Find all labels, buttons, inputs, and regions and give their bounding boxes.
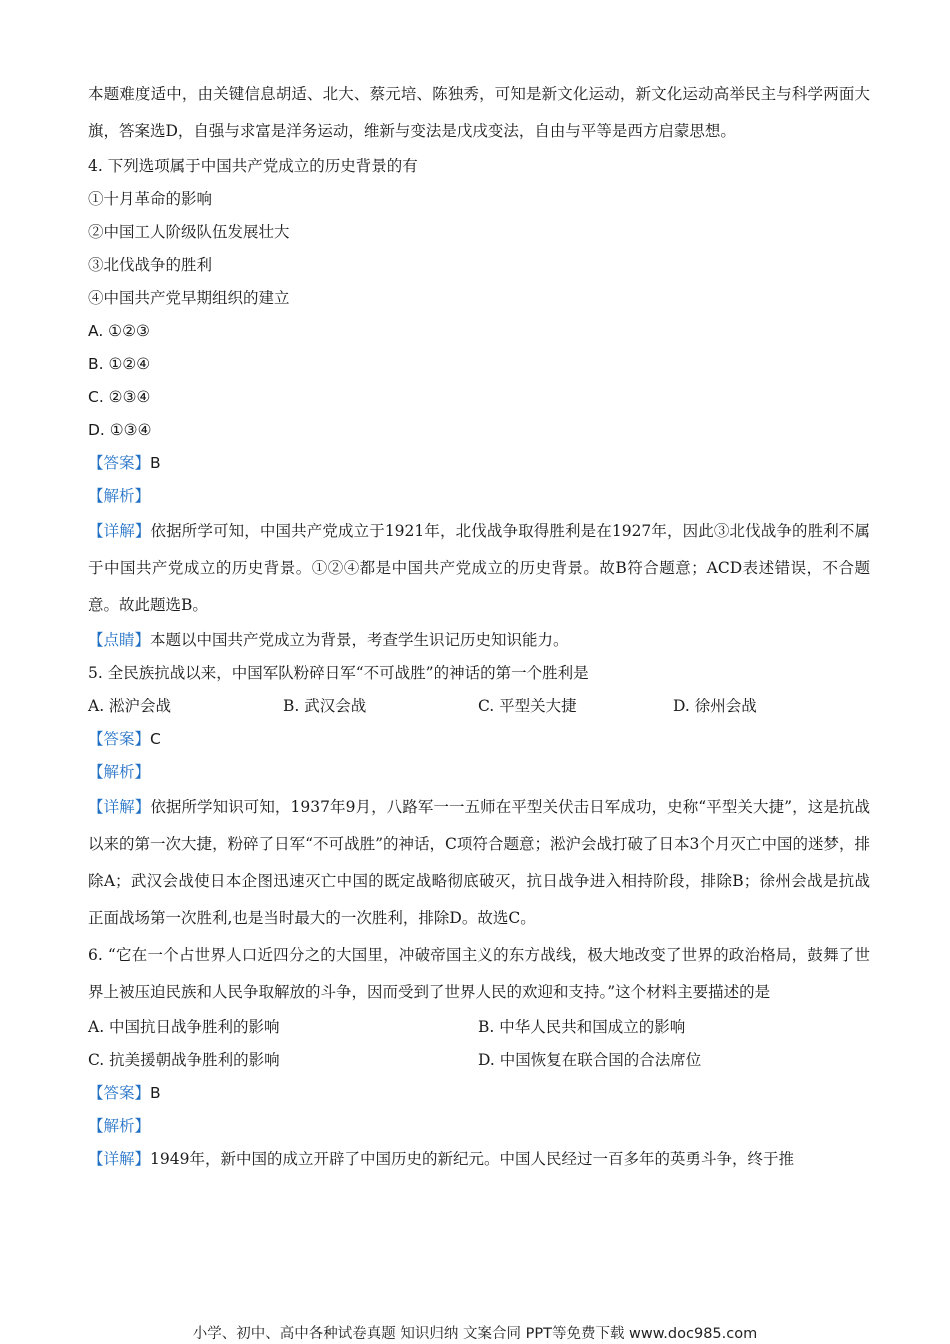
q6-option-c: C. 抗美援朝战争胜利的影响 xyxy=(88,1051,280,1069)
q4-answer xyxy=(88,447,870,480)
q4-stem: 4. 下列选项属于中国共产党成立的历史背景的有 xyxy=(88,157,418,175)
q4-option-a: A. ①②③ xyxy=(88,322,150,340)
q6-stem: 6. “它在一个占世界人口近四分之的大国里，冲破帝国主义的东方战线，极大地改变了世界的政治格局，鼓舞了世界上被压迫民族和人民争取解放的斗争，因而受到了世界人民的欢迎和支持。”这个材料主要描述的是 xyxy=(88,946,870,1001)
q5-options xyxy=(88,690,870,723)
q4-analysis-tag: 【解析】 xyxy=(88,487,151,505)
comment-tag: 【点睛】 xyxy=(88,631,151,649)
q6-option-b: B. 中华人民共和国成立的影响 xyxy=(478,1018,686,1036)
page-footer: 小学、初中、高中各种试卷真题 知识归纳 文案合同 PPT等免费下载 www.doc985.com xyxy=(192,1326,758,1342)
q5-option-c: C. 平型关大捷 xyxy=(478,697,577,715)
answer-value: B xyxy=(150,454,161,472)
q4-item-1: ①十月革命的影响 xyxy=(88,190,213,208)
answer-tag: 【答案】 xyxy=(88,454,151,472)
q4-detail xyxy=(88,513,870,624)
comment-text: 本题以中国共产党成立为背景，考查学生识记历史知识能力。 xyxy=(150,631,569,649)
q6-option-d: D. 中国恢复在联合国的合法席位 xyxy=(478,1051,702,1069)
answer-value: B xyxy=(150,1084,161,1102)
q6-option-a: A. 中国抗日战争胜利的影响 xyxy=(88,1018,280,1036)
detail-tag: 【详解】 xyxy=(88,798,151,816)
q4-item-3: ③北伐战争的胜利 xyxy=(88,256,213,274)
q4-item-2: ②中国工人阶级队伍发展壮大 xyxy=(88,223,290,241)
q4-option-c: C. ②③④ xyxy=(88,388,151,406)
q4-comment xyxy=(88,624,870,657)
detail-text: 1949年，新中国的成立开辟了中国历史的新纪元。中国人民经过一百多年的英勇斗争，终于推 xyxy=(150,1150,794,1168)
q6-analysis-tag: 【解析】 xyxy=(88,1117,151,1135)
answer-tag: 【答案】 xyxy=(88,730,151,748)
q5-stem: 5. 全民族抗战以来，中国军队粉碎日军“不可战胜”的神话的第一个胜利是 xyxy=(88,664,589,682)
detail-tag: 【详解】 xyxy=(88,522,151,540)
q4-option-b: B. ①②④ xyxy=(88,355,151,373)
answer-tag: 【答案】 xyxy=(88,1084,151,1102)
q6-options-row-2 xyxy=(88,1044,870,1077)
q4-option-d: D. ①③④ xyxy=(88,421,152,439)
q5-analysis-tag: 【解析】 xyxy=(88,763,151,781)
q5-answer xyxy=(88,723,870,756)
q4-item-4: ④中国共产党早期组织的建立 xyxy=(88,289,290,307)
detail-text: 依据所学可知，中国共产党成立于1921年，北伐战争取得胜利是在1927年，因此③北伐战争的胜利不属于中国共产党成立的历史背景。①②④都是中国共产党成立的历史背景。故B符合题意；ACD表述错误，不合题意。故此题选B。 xyxy=(88,522,870,614)
detail-tag: 【详解】 xyxy=(88,1150,151,1168)
detail-text: 依据所学知识可知，1937年9月，八路军一一五师在平型关伏击日军成功，史称“平型关大捷”，这是抗战以来的第一次大捷，粉碎了日军“不可战胜”的神话，C项符合题意；淞沪会战打破了日本3个月灭亡中国的迷梦，排除A；武汉会战使日本企图迅速灭亡中国的既定战略彻底破灭，抗日战争进入相持阶段，排除B；徐州会战是抗战正面战场第一次胜利,也是当时最大的一次胜利，排除D。故选C。 xyxy=(88,798,870,927)
q5-option-d: D. 徐州会战 xyxy=(673,697,757,715)
intro-paragraph: 本题难度适中，由关键信息胡适、北大、蔡元培、陈独秀，可知是新文化运动，新文化运动高举民主与科学两面大旗，答案选D，自强与求富是洋务运动，维新与变法是戊戌变法，自由与平等是西方启蒙思想。 xyxy=(88,85,870,140)
q5-option-b: B. 武汉会战 xyxy=(283,697,367,715)
answer-value: C xyxy=(150,730,161,748)
q5-option-a: A. 淞沪会战 xyxy=(88,697,172,715)
q5-detail xyxy=(88,789,870,937)
q6-detail xyxy=(88,1143,870,1176)
q6-options-row-1 xyxy=(88,1011,870,1044)
document-body xyxy=(88,76,870,1176)
q6-answer xyxy=(88,1077,870,1110)
